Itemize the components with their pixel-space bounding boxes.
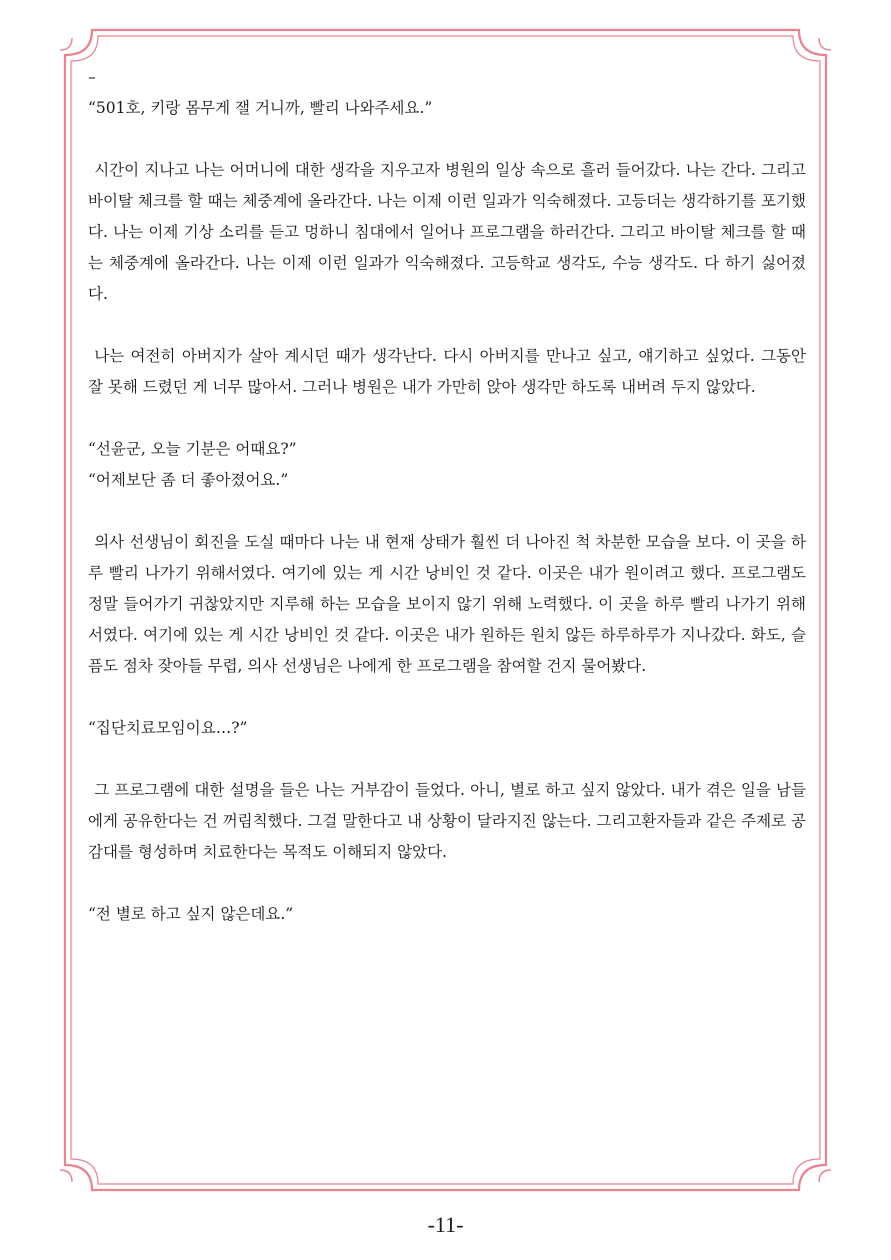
page-number: -11-	[427, 1212, 464, 1237]
dialogue-line: “501호, 키랑 몸무게 잴 거니까, 빨리 나와주세요.”	[88, 99, 433, 117]
dialogue-line: “집단치료모임이요…?”	[88, 719, 248, 737]
dialogue-line: “어제보단 좀 더 좋아졌어요.”	[88, 471, 289, 489]
dialogue-line: “선윤군, 오늘 기분은 어때요?”	[88, 440, 297, 458]
narrative-paragraph: 그 프로그램에 대한 설명을 들은 나는 거부감이 들었다. 아니, 별로 하고 싶지 않았다. 내가 겪은 일을 남들에게 공유한다는 건 꺼림칙했다. 그걸 말한다고 내 상황이 달라지진 않는다. 그리고환자들과 같은 주제로 공감대를 형성하며 치료한다는 목적도 이해되지 않았다.	[88, 781, 806, 861]
narrative-paragraph: 시간이 지나고 나는 어머니에 대한 생각을 지우고자 병원의 일상 속으로 흘러 들어갔다. 나는 간다. 그리고 바이탈 체크를 할 때는 체중계에 올라간다. 나는 이제 이런 일과가 익숙해졌다. 고등더는 생각하기를 포기했다. 나는 이제 기상 소리를 듣고 멍하니 침대에서 일어나 프로그램을 하러간다. 그리고 바이탈 체크를 할 때는 체중계에 올라간다. 나는 이제 이런 일과가 익숙해졌다. 고등학교 생각도, 수능 생각도. 다 하기 싫어졌다.	[88, 161, 806, 303]
page-body	[88, 62, 806, 1172]
narrative-paragraph: 의사 선생님이 회진을 도실 때마다 나는 내 현재 상태가 훨씬 더 나아진 척 차분한 모습을 보다. 이 곳을 하루 빨리 나가기 위해서였다. 여기에 있는 게 시간 낭비인 것 같다. 이곳은 내가 원이려고 했다. 프로그램도 정말 들어가기 귀찮았지만 지루해 하는 모습을 보이지 않기 위해 노력했다. 이 곳을 하루 빨리 나가기 위해서였다. 여기에 있는 게 시간 낭비인 것 같다. 이곳은 내가 원하든 원치 않든 하루하루가 지나갔다. 화도, 슬픔도 점차 잦아들 무렵, 의사 선생님은 나에게 한 프로그램을 참여할 건지 물어봤다.	[88, 533, 806, 675]
dash-line: –	[88, 68, 96, 86]
dialogue-line: “전 별로 하고 싶지 않은데요.”	[88, 905, 294, 923]
narrative-paragraph: 나는 여전히 아버지가 살아 계시던 때가 생각난다. 다시 아버지를 만나고 싶고, 얘기하고 싶었다. 그동안 잘 못해 드렸던 게 너무 많아서. 그러나 병원은 내가 가만히 앉아 생각만 하도록 내버려 두지 않았다.	[88, 347, 806, 396]
